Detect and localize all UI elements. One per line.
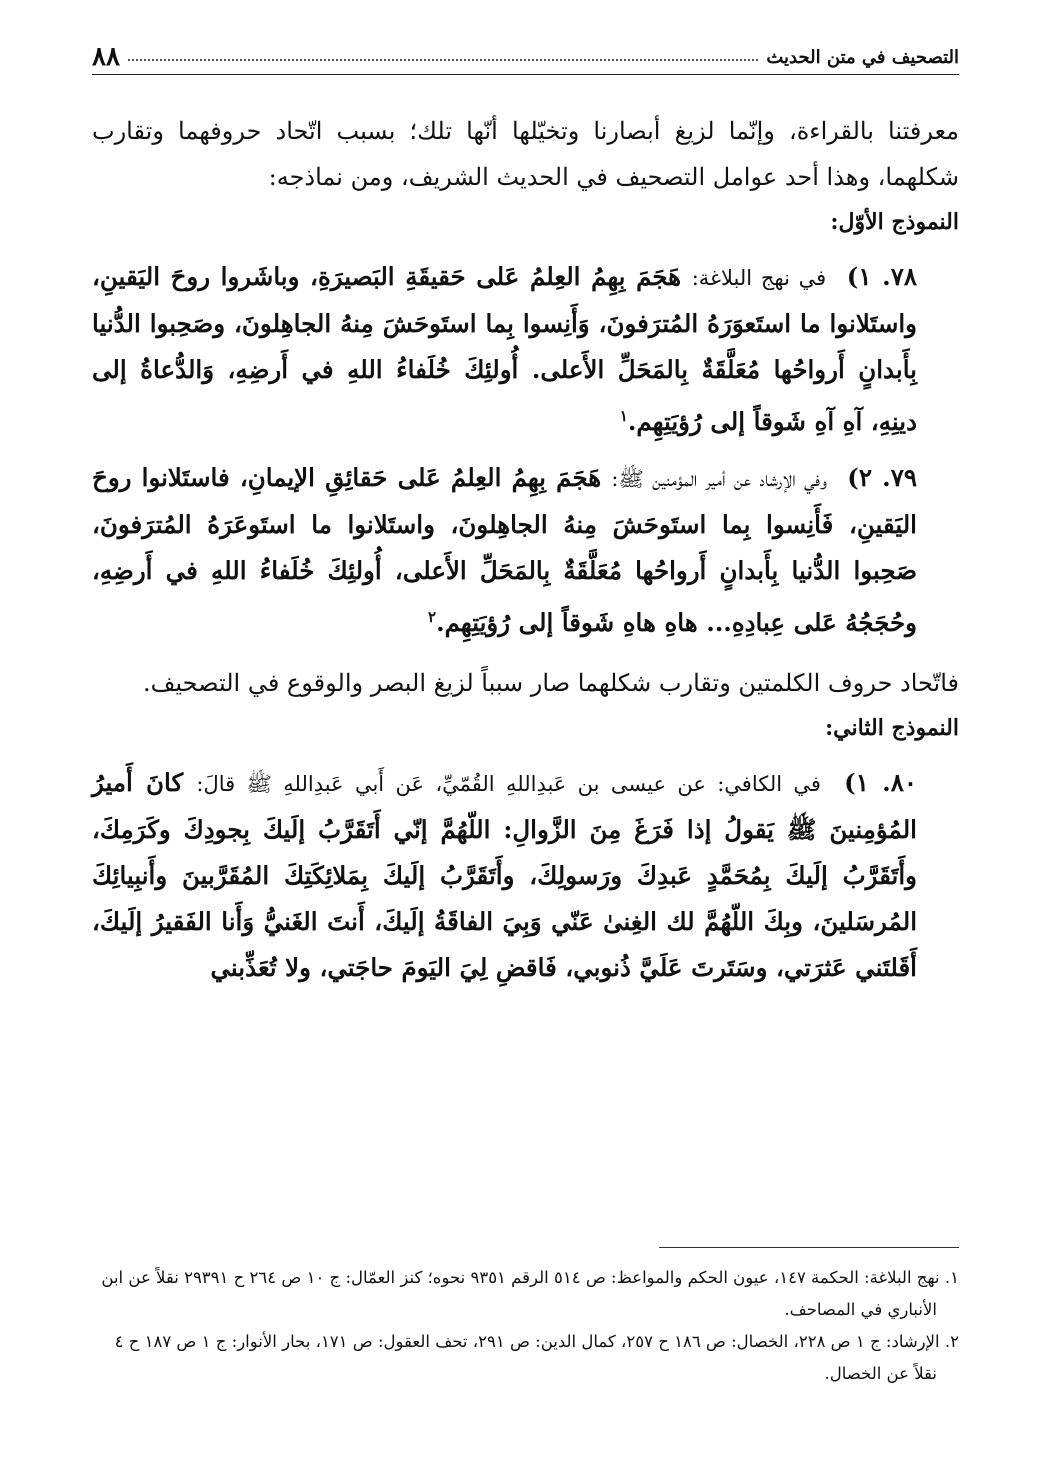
footnote-divider — [659, 1247, 959, 1248]
entry-text: هَجَمَ بِهِمُ العِلمُ عَلى حَقيقَةِ البَصيرَةِ، وباشَروا روحَ اليَقينِ، واستَلانوا ما استَعوَرَهُ المُترَفونَ، وَأَنِسوا بِما استَوحَشَ مِنهُ الجاهِلونَ، وصَحِبوا الدُّنيا بِأَبدانٍ أَرواحُها مُعَلَّقَةٌ بِالمَحَلِّ الأَعلى. أُولئِكَ خُلَفاءُ اللهِ في أَرضِهِ، وَالدُّعاةُ إلى دينِهِ، آهِ آهِ شَوقاً إلى رُؤيَتِهِم. — [92, 262, 917, 437]
running-title: التصحيف في متن الحديث — [766, 46, 959, 68]
running-header — [92, 40, 959, 75]
model-two-heading: النموذج الثاني: — [825, 715, 959, 742]
page-number: ٨٨ — [92, 42, 120, 72]
footnotes — [92, 1262, 959, 1390]
footnote-1: ١. نهج البلاغة: الحكمة ١٤٧، عيون الحكم والمواعظ: ص ٥١٤ الرقم ٩٣٥١ نحوه؛ كنز العمّال: ج ١٠ ص ٢٦٤ ح ٢٩٣٩١ نقلاً عن ابن الأنباري في المصاحف. — [101, 1268, 959, 1319]
hadith-entry-78 — [92, 254, 959, 445]
entry-source: في الكافي: عن عيسى بن عَبدِاللهِ القُمّيِّ، عَن أَبي عَبدِاللهِ ﷺ قالَ: — [196, 772, 821, 797]
hadith-entry-79 — [92, 455, 959, 646]
entry-number: ٧٩. ٢) — [847, 463, 918, 493]
main-text — [92, 108, 959, 991]
entry-text: هَجَمَ بِهِمُ العِلمُ عَلى حَقائِقِ الإيمانِ، فاستَلانوا روحَ اليَقينِ، فَأَنِسوا بِما استَوحَشَ مِنهُ الجاهِلونَ، واستَلانوا ما استَوعَرَهُ المُترَفونَ، صَحِبوا الدُّنيا بِأَبدانٍ أَرواحُها مُعَلَّقَةٌ بِالمَحَلِّ الأَعلى، أُولئِكَ خُلَفاءُ اللهِ في أَرضِهِ، وحُجَجُهُ عَلى عِبادِهِ... هاهِ هاهِ شَوقاً إلى رُؤيَتِهِم. — [92, 463, 917, 638]
entry-source: وفي الإرشاد عن أمير المؤمنين ﷺ: — [611, 467, 828, 492]
model-one-heading: النموذج الأوّل: — [830, 209, 959, 235]
footnote-ref: ٢ — [428, 608, 437, 627]
conclusion-paragraph: فاتّحاد حروف الكلمتين وتقارب شكلهما صار سبباً لزيغ البصر والوقوع في التصحيف. — [142, 669, 959, 698]
intro-paragraph: معرفتنا بالقراءة، وإنّما لزيغ أبصارنا وتخيّلها أنّها تلك؛ بسبب اتّحاد حروفهما وتقارب شكلهما، وهذا أحد عوامل التصحيف في الحديث الشريف، ومن نماذجه: — [92, 117, 959, 191]
dotted-leader — [128, 59, 758, 61]
entry-number: ٧٨. ١) — [846, 262, 918, 291]
entry-text: كانَ أَميرُ المُؤمِنينَ ﷺ يَقولُ إذا فَرَغَ مِنَ الزَّوالِ: اللّهُمَّ إنّي أَتَقَرَّبُ إلَيكَ بِجودِكَ وكَرَمِكَ، وأَتَقَرَّبُ إلَيكَ بِمُحَمَّدٍ عَبدِكَ ورَسولِكَ، وأَتَقَرَّبُ إلَيكَ بِمَلائِكَتِكَ المُقَرَّبينَ وأَنبِيائِكَ المُرسَلينَ، وبِكَ اللّهُمَّ لك الغِنىٰ عَنّي وَبِيَ الفاقَةُ إلَيكَ، أَنتَ الغَنيُّ وَأَنا الفَقيرُ إلَيكَ، أَقَلتَني عَثرَتي، وسَتَرتَ عَلَيَّ ذُنوبي، فَاقضِ لِيَ اليَومَ حاجَتي، ولا تُعَذِّبني — [92, 768, 917, 983]
entry-source: في نهج البلاغة: — [691, 266, 827, 290]
footnote-ref: ١ — [619, 407, 628, 425]
hadith-entry-80 — [92, 760, 959, 991]
footnote-2: ٢. الإرشاد: ج ١ ص ٢٢٨، الخصال: ص ١٨٦ ح ٢٥٧، كمال الدين: ص ٢٩١، تحف العقول: ص ١٧١، بحار الأنوار: ج ١ ص ١٨٧ ح ٤ نقلاً عن الخصال. — [114, 1332, 959, 1383]
entry-number: ٨٠. ١) — [844, 768, 918, 798]
